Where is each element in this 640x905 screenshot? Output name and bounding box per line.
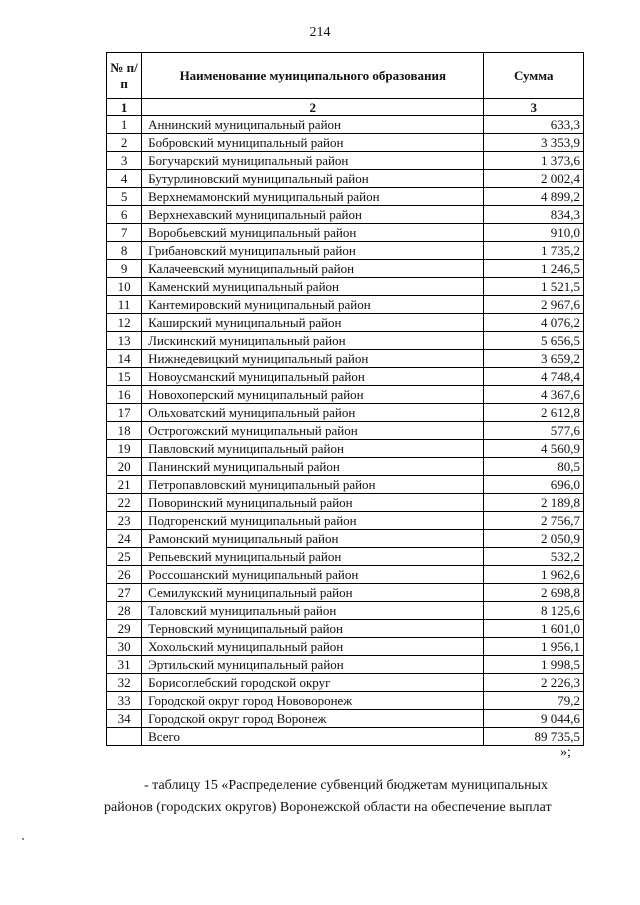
table-row bbox=[107, 224, 584, 242]
table-row bbox=[107, 134, 584, 152]
amount: 1 373,6 bbox=[484, 152, 584, 170]
row-number: 19 bbox=[107, 440, 142, 458]
row-number: 28 bbox=[107, 602, 142, 620]
closing-quote-mark: »; bbox=[560, 745, 571, 760]
table-row bbox=[107, 152, 584, 170]
amount: 1 998,5 bbox=[484, 656, 584, 674]
amount: 2 698,8 bbox=[484, 584, 584, 602]
row-number: 25 bbox=[107, 548, 142, 566]
table-row bbox=[107, 404, 584, 422]
row-number: 16 bbox=[107, 386, 142, 404]
table-row bbox=[107, 458, 584, 476]
municipality-name: Бутурлиновский муниципальный район bbox=[142, 170, 484, 188]
row-number: 6 bbox=[107, 206, 142, 224]
amendment-paragraph-line-2: районов (городских округов) Воронежской области на обеспечение выплат bbox=[104, 800, 552, 815]
amount: 2 050,9 bbox=[484, 530, 584, 548]
row-number: 5 bbox=[107, 188, 142, 206]
municipality-name: Кантемировский муниципальный район bbox=[142, 296, 484, 314]
row-number: 15 bbox=[107, 368, 142, 386]
row-number: 3 bbox=[107, 152, 142, 170]
amount: 80,5 bbox=[484, 458, 584, 476]
amendment-paragraph-line-1: - таблицу 15 «Распределение субвенций бюджетам муниципальных bbox=[144, 778, 549, 793]
table-row bbox=[107, 368, 584, 386]
table-row bbox=[107, 512, 584, 530]
amount: 79,2 bbox=[484, 692, 584, 710]
row-number: 13 bbox=[107, 332, 142, 350]
amount: 4 748,4 bbox=[484, 368, 584, 386]
municipality-name: Ольховатский муниципальный район bbox=[142, 404, 484, 422]
total-amount: 89 735,5 bbox=[484, 728, 584, 746]
amount: 696,0 bbox=[484, 476, 584, 494]
municipality-name: Каменский муниципальный район bbox=[142, 278, 484, 296]
row-number: 11 bbox=[107, 296, 142, 314]
table-row bbox=[107, 638, 584, 656]
municipality-name: Аннинский муниципальный район bbox=[142, 116, 484, 134]
municipality-name: Острогожский муниципальный район bbox=[142, 422, 484, 440]
amount: 577,6 bbox=[484, 422, 584, 440]
table-row bbox=[107, 386, 584, 404]
table-row bbox=[107, 710, 584, 728]
table-row bbox=[107, 260, 584, 278]
table-row bbox=[107, 296, 584, 314]
row-number: 31 bbox=[107, 656, 142, 674]
row-number: 22 bbox=[107, 494, 142, 512]
municipality-name: Воробьевский муниципальный район bbox=[142, 224, 484, 242]
amount: 4 367,6 bbox=[484, 386, 584, 404]
row-number: 10 bbox=[107, 278, 142, 296]
municipality-name: Семилукский муниципальный район bbox=[142, 584, 484, 602]
amount: 9 044,6 bbox=[484, 710, 584, 728]
amount: 2 002,4 bbox=[484, 170, 584, 188]
row-number: 2 bbox=[107, 134, 142, 152]
column-index: 1 bbox=[107, 99, 142, 116]
municipality-name: Хохольский муниципальный район bbox=[142, 638, 484, 656]
amount: 2 226,3 bbox=[484, 674, 584, 692]
amount: 1 956,1 bbox=[484, 638, 584, 656]
row-number: 33 bbox=[107, 692, 142, 710]
table-row bbox=[107, 548, 584, 566]
municipality-name: Поворинский муниципальный район bbox=[142, 494, 484, 512]
municipality-name: Терновский муниципальный район bbox=[142, 620, 484, 638]
row-number: 1 bbox=[107, 116, 142, 134]
table-row bbox=[107, 332, 584, 350]
row-number: 4 bbox=[107, 170, 142, 188]
municipality-name: Калачеевский муниципальный район bbox=[142, 260, 484, 278]
municipality-name: Городской округ город Воронеж bbox=[142, 710, 484, 728]
header-name: Наименование муниципального образования bbox=[142, 53, 484, 99]
row-number: 27 bbox=[107, 584, 142, 602]
amount: 633,3 bbox=[484, 116, 584, 134]
municipality-name: Новохоперский муниципальный район bbox=[142, 386, 484, 404]
table-row bbox=[107, 584, 584, 602]
row-number: 21 bbox=[107, 476, 142, 494]
amount: 532,2 bbox=[484, 548, 584, 566]
row-number: 34 bbox=[107, 710, 142, 728]
municipality-name: Бобровский муниципальный район bbox=[142, 134, 484, 152]
row-number: 26 bbox=[107, 566, 142, 584]
table-body bbox=[107, 116, 584, 746]
row-number: 9 bbox=[107, 260, 142, 278]
amount: 4 076,2 bbox=[484, 314, 584, 332]
column-index: 2 bbox=[142, 99, 484, 116]
municipality-name: Городской округ город Нововоронеж bbox=[142, 692, 484, 710]
row-number: 24 bbox=[107, 530, 142, 548]
amount: 2 612,8 bbox=[484, 404, 584, 422]
table-row bbox=[107, 422, 584, 440]
amount: 2 967,6 bbox=[484, 296, 584, 314]
row-number: 8 bbox=[107, 242, 142, 260]
table-row bbox=[107, 674, 584, 692]
municipality-name: Верхнемамонский муниципальный район bbox=[142, 188, 484, 206]
row-number: 17 bbox=[107, 404, 142, 422]
table-row bbox=[107, 440, 584, 458]
row-number: 29 bbox=[107, 620, 142, 638]
table-row bbox=[107, 692, 584, 710]
table-row bbox=[107, 566, 584, 584]
municipality-name: Борисоглебский городской округ bbox=[142, 674, 484, 692]
row-number: 7 bbox=[107, 224, 142, 242]
municipality-name: Новоусманский муниципальный район bbox=[142, 368, 484, 386]
table-row bbox=[107, 188, 584, 206]
row-number: 32 bbox=[107, 674, 142, 692]
table-row bbox=[107, 278, 584, 296]
row-number: 14 bbox=[107, 350, 142, 368]
table-row bbox=[107, 656, 584, 674]
amount: 1 601,0 bbox=[484, 620, 584, 638]
amount: 5 656,5 bbox=[484, 332, 584, 350]
subvention-table bbox=[106, 52, 584, 746]
table-header-row bbox=[107, 53, 584, 99]
municipality-name: Эртильский муниципальный район bbox=[142, 656, 484, 674]
municipality-name: Грибановский муниципальный район bbox=[142, 242, 484, 260]
total-label: Всего bbox=[142, 728, 484, 746]
table-row bbox=[107, 314, 584, 332]
municipality-name: Павловский муниципальный район bbox=[142, 440, 484, 458]
municipality-name: Лискинский муниципальный район bbox=[142, 332, 484, 350]
amount: 8 125,6 bbox=[484, 602, 584, 620]
municipality-name: Каширский муниципальный район bbox=[142, 314, 484, 332]
amount: 1 246,5 bbox=[484, 260, 584, 278]
municipality-name: Подгоренский муниципальный район bbox=[142, 512, 484, 530]
row-number: 18 bbox=[107, 422, 142, 440]
row-number: 20 bbox=[107, 458, 142, 476]
row-number: 23 bbox=[107, 512, 142, 530]
table-row bbox=[107, 620, 584, 638]
municipality-name: Панинский муниципальный район bbox=[142, 458, 484, 476]
table-row bbox=[107, 602, 584, 620]
column-index: 3 bbox=[484, 99, 584, 116]
table-row bbox=[107, 116, 584, 134]
table-row bbox=[107, 170, 584, 188]
table-row bbox=[107, 206, 584, 224]
table-row bbox=[107, 476, 584, 494]
municipality-name: Рамонский муниципальный район bbox=[142, 530, 484, 548]
table-row bbox=[107, 494, 584, 512]
amount: 4 560,9 bbox=[484, 440, 584, 458]
amount: 2 189,8 bbox=[484, 494, 584, 512]
municipality-name: Нижнедевицкий муниципальный район bbox=[142, 350, 484, 368]
column-index-row bbox=[107, 99, 584, 116]
page-number: 214 bbox=[309, 25, 331, 40]
amount: 1 521,5 bbox=[484, 278, 584, 296]
municipality-name: Богучарский муниципальный район bbox=[142, 152, 484, 170]
table-row bbox=[107, 530, 584, 548]
amount: 3 353,9 bbox=[484, 134, 584, 152]
table-row bbox=[107, 242, 584, 260]
municipality-name: Петропавловский муниципальный район bbox=[142, 476, 484, 494]
amount: 910,0 bbox=[484, 224, 584, 242]
amount: 1 962,6 bbox=[484, 566, 584, 584]
row-number: 12 bbox=[107, 314, 142, 332]
row-number: 30 bbox=[107, 638, 142, 656]
amount: 2 756,7 bbox=[484, 512, 584, 530]
municipality-name: Репьевский муниципальный район bbox=[142, 548, 484, 566]
scan-speck bbox=[22, 838, 24, 840]
municipality-name: Таловский муниципальный район bbox=[142, 602, 484, 620]
total-number-cell bbox=[107, 728, 142, 746]
header-number: № п/п bbox=[107, 53, 142, 99]
table-row bbox=[107, 350, 584, 368]
municipality-name: Верхнехавский муниципальный район bbox=[142, 206, 484, 224]
total-row bbox=[107, 728, 584, 746]
amount: 1 735,2 bbox=[484, 242, 584, 260]
header-sum: Сумма bbox=[484, 53, 584, 99]
amount: 834,3 bbox=[484, 206, 584, 224]
municipality-name: Россошанский муниципальный район bbox=[142, 566, 484, 584]
amount: 3 659,2 bbox=[484, 350, 584, 368]
amount: 4 899,2 bbox=[484, 188, 584, 206]
